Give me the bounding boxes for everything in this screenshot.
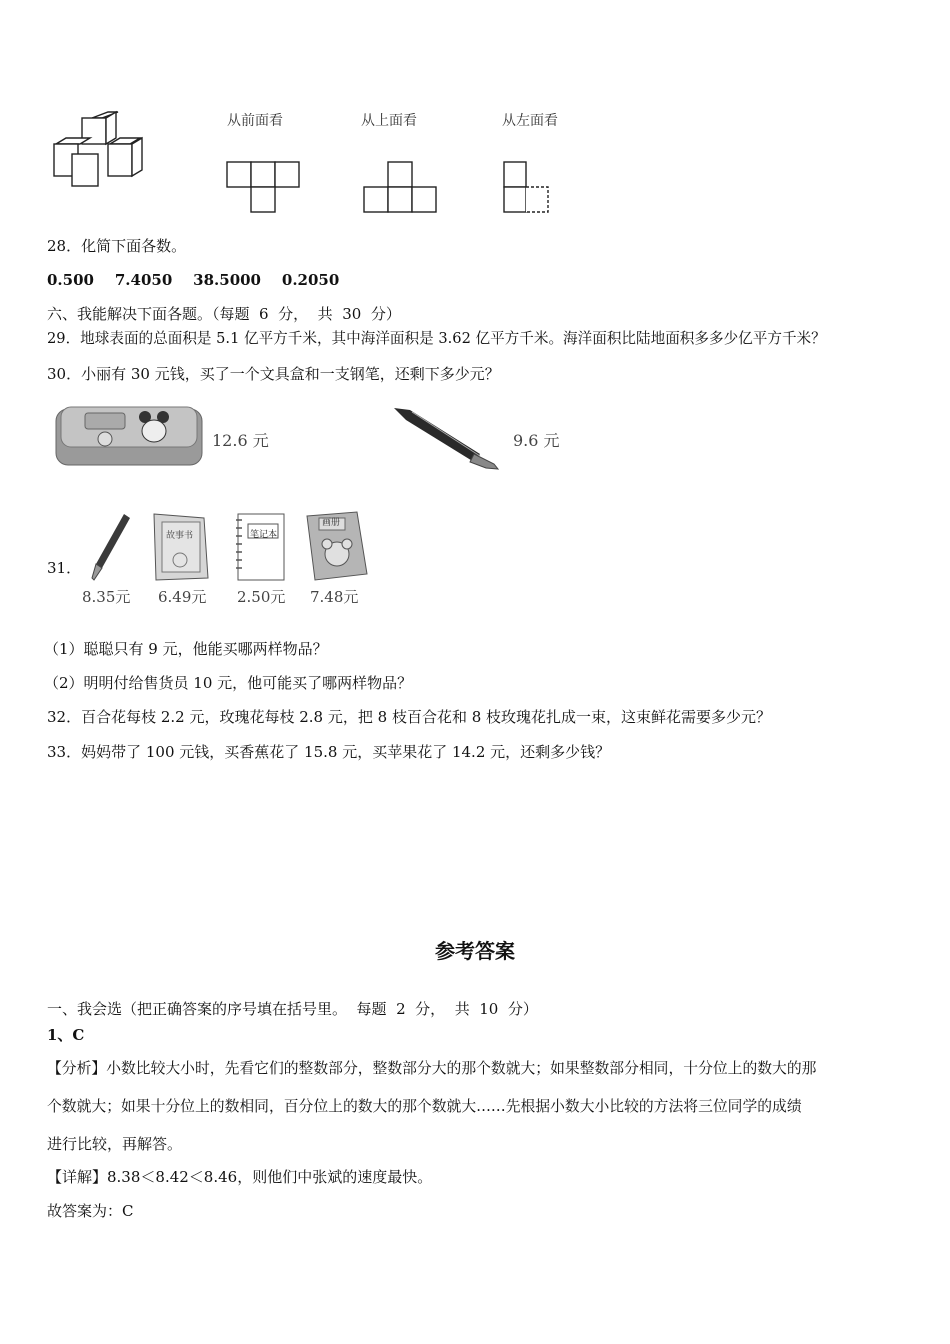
top-view-label: 从上面看 [361, 113, 417, 129]
q31-number: 31． [47, 559, 82, 577]
front-view-label: 从前面看 [227, 113, 283, 129]
pencil-case-image [55, 403, 205, 468]
q31-item-price: 8.35元 [82, 588, 131, 606]
q28-numbers: 0.500 7.4050 38.5000 0.2050 [47, 271, 340, 289]
analysis-line-1: 【分析】小数比较大小时，先看它们的整数部分，整数部分大的那个数就大；如果整数部分相同，十分位上的数大的那 [47, 1060, 817, 1077]
q31-storybook-image [150, 512, 212, 582]
answers-title: 参考答案 [435, 939, 515, 963]
notebook-cover-text: 笔记本 [250, 530, 278, 540]
q31-item-price: 7.48元 [310, 588, 359, 606]
q31-notebook-image [234, 512, 289, 582]
fountain-pen-image [390, 402, 505, 472]
answer-1: 1、C [47, 1026, 85, 1044]
final-answer: 故答案为：C [47, 1202, 134, 1220]
q30-stem: 30．小丽有 30 元钱，买了一个文具盒和一支钢笔，还剩下多少元？ [47, 365, 500, 383]
q31-sub1: （1）聪聪只有 9 元，他能买哪两样物品？ [44, 640, 328, 658]
left-view-drawing [502, 160, 562, 215]
left-view-label: 从左面看 [502, 113, 558, 129]
q32-text: 32．百合花每枝 2.2 元，玫瑰花每枝 2.8 元，把 8 枝百合花和 8 枝玫瑰花扎成一束，这束鲜花需要多少元？ [47, 708, 772, 726]
pencil-case-price: 12.6 元 [212, 431, 269, 450]
q29-text: 29．地球表面的总面积是 5.1 亿平方千米，其中海洋面积是 3.62 亿平方千米。海洋面积比陆地面积多多少亿平方千米？ [47, 330, 826, 347]
q31-item-price: 6.49元 [158, 588, 207, 606]
analysis-line-2: 个数就大；如果十分位上的数相同，百分位上的数大的那个数就大……先根据小数大小比较的方法将三位同学的成绩 [47, 1098, 802, 1115]
q31-item-price: 2.50元 [237, 588, 286, 606]
front-view-drawing [226, 160, 306, 215]
detail-line: 【详解】8.38＜8.42＜8.46，则他们中张斌的速度最快。 [47, 1168, 433, 1186]
q31-sub2: （2）明明付给售货员 10 元，他可能买了哪两样物品？ [44, 674, 413, 692]
storybook-cover-text: 故事书 [166, 531, 194, 541]
top-view-drawing [362, 160, 442, 215]
answers-section1-heading: 一、我会选（把正确答案的序号填在括号里。 每题 2 分， 共 10 分） [47, 1000, 538, 1018]
q33-text: 33．妈妈带了 100 元钱，买香蕉花了 15.8 元，买苹果花了 14.2 元，还剩多少钱？ [47, 743, 611, 761]
section6-heading: 六、我能解决下面各题。（每题 6 分， 共 30 分） [47, 305, 401, 323]
pen-price: 9.6 元 [513, 431, 560, 450]
q31-pen-image [88, 512, 133, 582]
cube-stack-figure [50, 110, 150, 190]
album-cover-text: 画册 [322, 518, 341, 528]
analysis-line-3: 进行比较，再解答。 [47, 1135, 183, 1153]
q28-stem: 28．化简下面各数。 [47, 237, 187, 255]
